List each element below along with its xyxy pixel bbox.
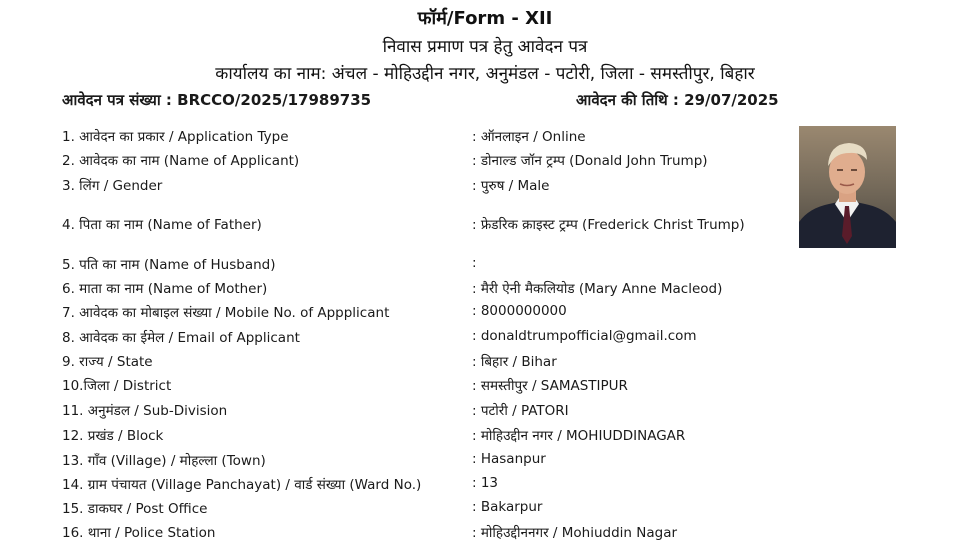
field-value: : Bakarpur: [472, 499, 543, 515]
field-row-state: [0, 352, 790, 374]
form-subtitle: निवास प्रमाण पत्र हेतु आवेदन पत्र: [382, 37, 588, 57]
field-value: : donaldtrumpofficial@gmail.com: [472, 328, 697, 344]
field-label: 14. ग्राम पंचायत (Village Panchayat) / वार्ड संख्या (Ward No.): [62, 477, 422, 493]
field-row-husband-name: [0, 255, 790, 277]
field-label: 13. गाँव (Village) / मोहल्ला (Town): [62, 453, 266, 469]
field-label: 8. आवेदक का ईमेल / Email of Applicant: [62, 330, 300, 346]
field-row-mother-name: [0, 279, 790, 301]
field-label: 15. डाकघर / Post Office: [62, 501, 208, 517]
field-value: : समस्तीपुर / SAMASTIPUR: [472, 378, 628, 394]
office-name: कार्यालय का नाम: अंचल - मोहिउद्दीन नगर, अनुमंडल - पटोरी, जिला - समस्तीपुर, बिहार: [215, 64, 755, 84]
field-row-email: [0, 328, 790, 350]
field-label: 3. लिंग / Gender: [62, 178, 163, 194]
applicant-photo: [799, 126, 896, 248]
field-value: : पटोरी / PATORI: [472, 403, 569, 419]
field-label: 6. माता का नाम (Name of Mother): [62, 281, 268, 297]
field-row-post-office: [0, 499, 790, 521]
field-value: : मैरी ऐनी मैकलियोड (Mary Anne Macleod): [472, 281, 723, 297]
field-label: 2. आवेदक का नाम (Name of Applicant): [62, 153, 300, 169]
application-number: आवेदन पत्र संख्या : BRCCO/2025/17989735: [62, 91, 372, 109]
field-value: :: [472, 255, 477, 271]
field-row-application-type: [0, 127, 790, 149]
field-value: : बिहार / Bihar: [472, 354, 557, 370]
field-value: : पुरुष / Male: [472, 178, 550, 194]
form-title: फॉर्म/Form - XII: [417, 8, 553, 29]
field-label: 16. थाना / Police Station: [62, 525, 216, 541]
field-row-gender: [0, 176, 790, 198]
field-row-village: [0, 451, 790, 473]
field-row-panchayat: [0, 475, 790, 497]
field-row-father-name: [0, 215, 790, 237]
field-row-applicant-name: [0, 151, 790, 173]
field-label: 10.जिला / District: [62, 378, 172, 394]
field-row-police-station: [0, 523, 790, 545]
field-row-mobile: [0, 303, 790, 325]
portrait-icon: [799, 126, 896, 248]
field-label: 11. अनुमंडल / Sub-Division: [62, 403, 228, 419]
field-value: : 8000000000: [472, 303, 567, 319]
application-date: आवेदन की तिथि : 29/07/2025: [576, 91, 779, 109]
field-value: : मोहिउद्दीननगर / Mohiuddin Nagar: [472, 525, 678, 541]
field-label: 4. पिता का नाम (Name of Father): [62, 217, 262, 233]
field-row-block: [0, 426, 790, 448]
field-label: 5. पति का नाम (Name of Husband): [62, 257, 276, 273]
field-value: : डोनाल्ड जॉन ट्रम्प (Donald John Trump): [472, 153, 708, 169]
field-value: : मोहिउद्दीन नगर / MOHIUDDINAGAR: [472, 428, 686, 444]
field-value: : ऑनलाइन / Online: [472, 129, 586, 145]
field-value: : फ्रेडरिक क्राइस्ट ट्रम्प (Frederick Christ Trump): [472, 217, 745, 233]
field-label: 9. राज्य / State: [62, 354, 153, 370]
field-label: 12. प्रखंड / Block: [62, 428, 164, 444]
field-row-sub-division: [0, 401, 790, 423]
field-value: : 13: [472, 475, 499, 491]
field-label: 7. आवेदक का मोबाइल संख्या / Mobile No. of Appplicant: [62, 305, 390, 321]
field-row-district: [0, 376, 790, 398]
field-label: 1. आवेदन का प्रकार / Application Type: [62, 129, 289, 145]
field-value: : Hasanpur: [472, 451, 546, 467]
